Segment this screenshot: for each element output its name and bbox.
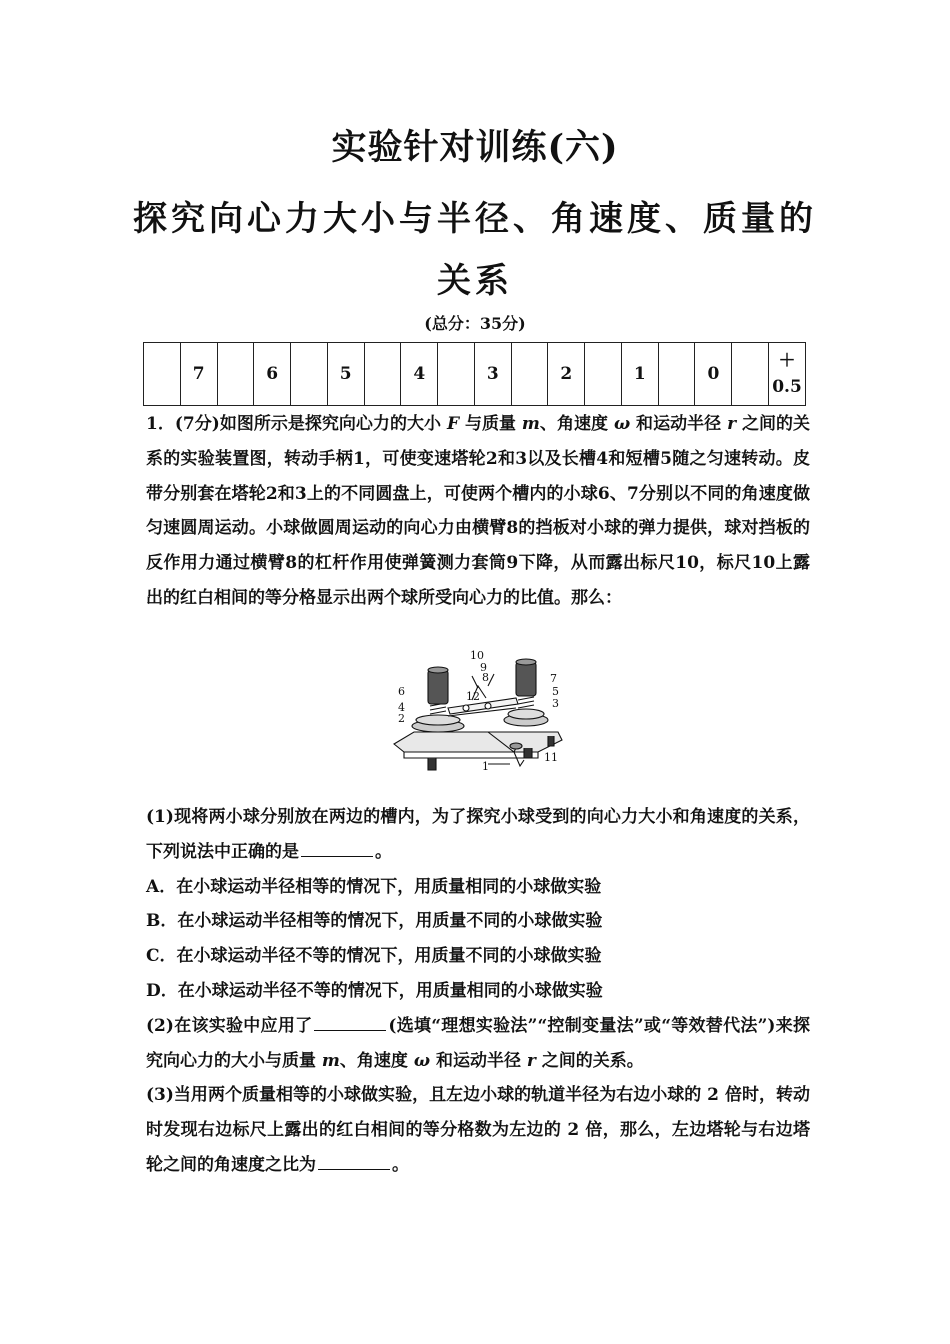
part-3 [146, 1078, 810, 1182]
score-cell-bonus [769, 343, 806, 406]
question-1-stem [146, 407, 810, 616]
score-cell: 4 [401, 343, 438, 406]
var-omega: ω [613, 414, 631, 434]
score-table [143, 342, 806, 406]
question-1-parts [146, 800, 810, 1183]
score-cell: 1 [621, 343, 658, 406]
stem-text: 之间的关系的实验装置图，转动手柄1，可使变速塔轮2和3以及长槽4和短槽5随之匀速转动。皮带分别套在塔轮2和3上的不同圆盘上，可使两个槽内的小球6、7分别以不同的角速度做匀速圆周运动。小球做圆周运动的向心力由横臂8的挡板对小球的弹力提供，球对挡板的反作用力通过横臂8的杠杆作用使弹簧测力套筒9下降，从而露出标尺10，标尺10上露出的红白相间的等分格显示出两个球所受向心力的比值。那么： [146, 414, 811, 608]
score-cell: 6 [254, 343, 291, 406]
part-2-text: 之间的关系。 [535, 1050, 644, 1071]
var-m: m [321, 1050, 340, 1071]
fig-label: 6 [398, 685, 405, 698]
score-cell: 5 [327, 343, 364, 406]
stem-text: 1．(7分)如图所示是探究向心力的大小 [146, 414, 447, 434]
bonus-value: 0.5 [772, 377, 802, 397]
fig-label: 8 [482, 671, 489, 684]
var-F: F [446, 414, 460, 434]
part-2-text: (2)在该实验中应用了 [146, 1015, 313, 1036]
fig-label: 12 [466, 690, 480, 703]
score-cell [291, 343, 328, 406]
score-cell: 2 [548, 343, 585, 406]
fig-label: 11 [544, 751, 558, 764]
stem-text: 与质量 [459, 414, 522, 434]
part-2-text: (选填“理想实验法”“控制变量法”或“等效替代法”)来探究向心力的大小与质量 [146, 1015, 810, 1071]
var-m: m [521, 414, 540, 434]
base-edge [404, 752, 538, 758]
fig-label: 1 [482, 760, 489, 773]
option-d: D．在小球运动半径不等的情况下，用质量相同的小球做实验 [146, 980, 603, 1001]
answer-blank[interactable] [318, 1153, 390, 1170]
answer-blank[interactable] [301, 840, 373, 857]
fig-label: 10 [470, 649, 484, 662]
score-cell: 0 [695, 343, 732, 406]
score-cell: 3 [474, 343, 511, 406]
part-1 [146, 800, 810, 870]
option-b: B．在小球运动半径相等的情况下，用质量不同的小球做实验 [146, 911, 603, 932]
bonus-sign: ＋ [778, 351, 796, 371]
var-omega: ω [413, 1050, 431, 1071]
score-cell [438, 343, 475, 406]
fig-label: 3 [552, 697, 559, 710]
page-subtitle: 探究向心力大小与半径、角速度、质量的关系 [133, 199, 817, 301]
option-c: C．在小球运动半径不等的情况下，用质量不同的小球做实验 [146, 946, 602, 967]
part-3-end: 。 [392, 1154, 409, 1175]
fig-label: 2 [398, 712, 405, 725]
part-1-end: 。 [375, 841, 392, 862]
var-r: r [526, 1050, 536, 1071]
fig-label: 5 [552, 685, 559, 698]
var-r: r [727, 414, 737, 434]
part-2 [146, 1009, 810, 1079]
part-1-text: (1)现将两小球分别放在两边的槽内，为了探究小球受到的向心力大小和角速度的关系，下列说法中正确的是 [146, 807, 810, 862]
part-2-text: 、角速度 [339, 1050, 414, 1071]
score-cell [364, 343, 401, 406]
stem-text: 和运动半径 [630, 414, 728, 434]
score-cell [217, 343, 254, 406]
fig-label: 7 [550, 672, 557, 685]
answer-blank[interactable] [314, 1014, 386, 1031]
fig-label: 4 [398, 701, 405, 714]
score-cell [658, 343, 695, 406]
apparatus-figure [388, 648, 568, 788]
fig-label: 9 [480, 661, 487, 674]
score-row [144, 343, 806, 406]
score-cell [511, 343, 548, 406]
score-cell [585, 343, 622, 406]
total-score: (总分：35分) [424, 314, 526, 333]
part-3-text: (3)当用两个质量相等的小球做实验，且左边小球的轨道半径为右边小球的 2 倍时，转动时发现右边标尺上露出的红白相间的等分格数为左边的 2 倍，那么，左边塔轮与右边塔轮之间的角速度之比为 [146, 1085, 810, 1175]
part-2-text: 和运动半径 [430, 1050, 527, 1071]
score-cell [144, 343, 181, 406]
score-cell [732, 343, 769, 406]
base-plate [394, 732, 562, 752]
score-cell: 7 [180, 343, 217, 406]
page-title: 实验针对训练(六) [331, 127, 619, 168]
stem-text: 、角速度 [539, 414, 614, 434]
option-a: A．在小球运动半径相等的情况下，用质量相同的小球做实验 [146, 876, 602, 897]
